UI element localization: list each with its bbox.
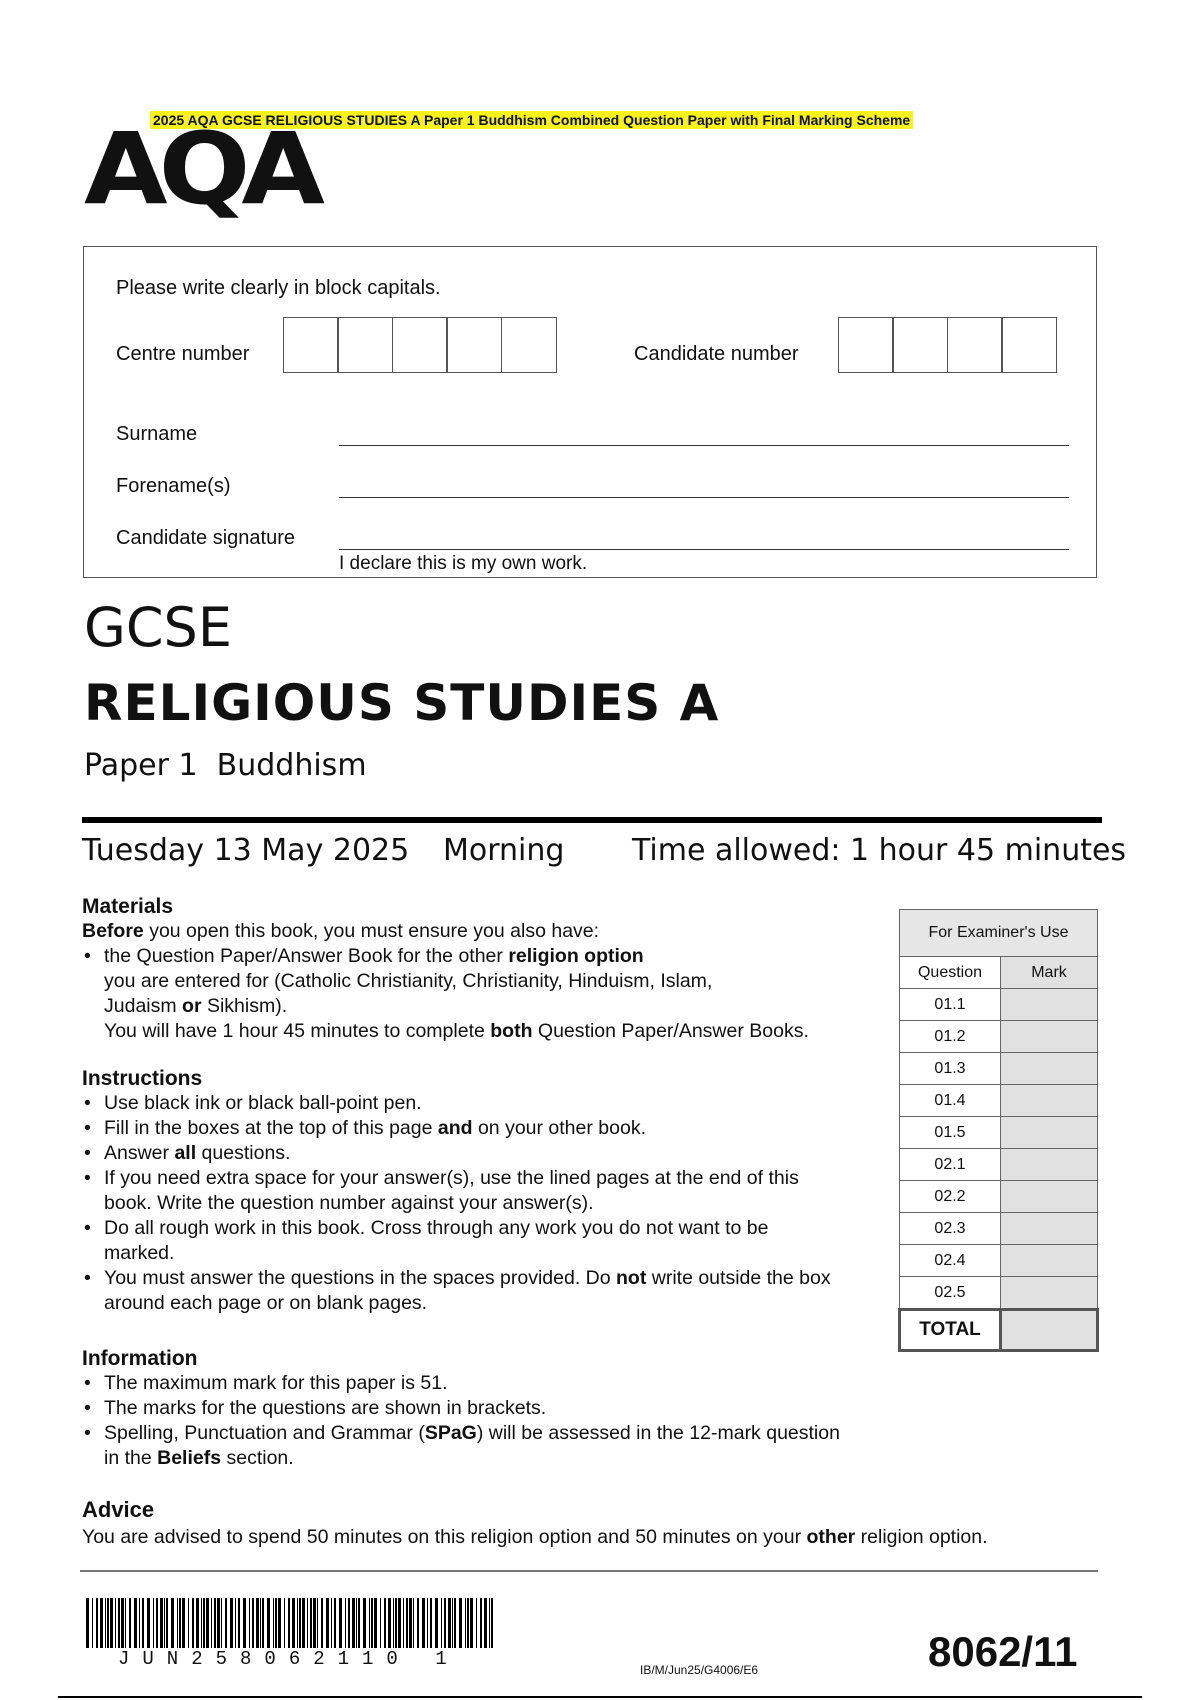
- barcode-bar: [480, 1598, 482, 1648]
- barcode-bar: [302, 1598, 305, 1648]
- information-bold: Beliefs: [157, 1447, 222, 1469]
- paper-code: 8062/11: [928, 1628, 1078, 1675]
- barcode-bar: [313, 1598, 316, 1648]
- barcode-bar: [256, 1598, 259, 1648]
- examiner-use-table: [898, 909, 1099, 1352]
- barcode-bar: [121, 1598, 124, 1648]
- examiner-row: [900, 1213, 1098, 1245]
- materials-intro: [82, 919, 882, 944]
- materials-intro-text: you open this book, you must ensure you also have:: [143, 920, 600, 942]
- mark-cell[interactable]: [1001, 989, 1098, 1021]
- qualification-level: GCSE: [84, 596, 232, 659]
- barcode-bar: [417, 1598, 419, 1648]
- barcode-bar: [110, 1598, 113, 1648]
- barcode-bar: [422, 1598, 425, 1648]
- candidate-digit-box[interactable]: [947, 317, 1003, 373]
- instruction-item: • If you need extra space for your answer(s), use the lined pages at the end of this book. Write the question number against your answer(s).: [82, 1166, 842, 1216]
- barcode-bar: [374, 1598, 377, 1648]
- barcode-bar: [100, 1598, 103, 1648]
- information-text: Spelling, Punctuation and Grammar (: [104, 1422, 425, 1444]
- instruction-item: [82, 1141, 842, 1166]
- barcode-bar: [406, 1598, 408, 1648]
- barcode-bar: [105, 1598, 106, 1648]
- barcode-bar: [288, 1598, 290, 1648]
- barcode-bar: [225, 1598, 227, 1648]
- barcode-bar: [238, 1598, 240, 1648]
- centre-digit-box[interactable]: [446, 317, 502, 373]
- barcode-bar: [448, 1598, 451, 1648]
- instruction-item: [82, 1266, 842, 1316]
- candidate-digit-box[interactable]: [1001, 317, 1057, 373]
- materials-bold: or: [182, 995, 202, 1017]
- barcode-bar: [278, 1598, 281, 1648]
- barcode-bar: [345, 1598, 346, 1648]
- barcode-bar: [491, 1598, 493, 1648]
- exam-date: Tuesday 13 May 2025: [82, 833, 410, 868]
- instruction-item: • Do all rough work in this book. Cross through any work you do not want to be marked.: [82, 1216, 842, 1266]
- question-number: 02.5: [900, 1277, 1001, 1310]
- question-number: 02.2: [900, 1181, 1001, 1213]
- information-heading: Information: [82, 1347, 198, 1370]
- question-number: 02.3: [900, 1213, 1001, 1245]
- advice-part: religion option.: [855, 1526, 988, 1548]
- barcode-bar: [484, 1598, 487, 1648]
- barcode-bar: [307, 1598, 308, 1648]
- barcode-bar: [275, 1598, 277, 1648]
- barcode-bar: [334, 1598, 336, 1648]
- centre-digit-box[interactable]: [283, 317, 339, 373]
- mark-column-header: Mark: [1001, 957, 1098, 989]
- barcode-bar: [211, 1598, 212, 1648]
- materials-text: you are entered for (Catholic Christianity, Christianity, Hinduism, Islam,: [104, 970, 713, 992]
- question-number: 01.3: [900, 1053, 1001, 1085]
- question-column-header: Question: [900, 957, 1001, 989]
- surname-label: Surname: [116, 423, 198, 445]
- barcode-bar: [427, 1598, 428, 1648]
- details-instruction: Please write clearly in block capitals.: [116, 277, 441, 299]
- barcode-bar: [217, 1598, 220, 1648]
- examiner-row: [900, 1117, 1098, 1149]
- mark-cell[interactable]: [1001, 1053, 1098, 1085]
- time-allowed: Time allowed: 1 hour 45 minutes: [632, 833, 1127, 868]
- examiner-row: [900, 1085, 1098, 1117]
- barcode-bar: [147, 1598, 150, 1648]
- examiner-row: [900, 1245, 1098, 1277]
- surname-line[interactable]: [339, 445, 1069, 446]
- page-bottom-line: [58, 1696, 1142, 1698]
- barcode-bar: [317, 1598, 318, 1648]
- barcode-bar: [153, 1598, 154, 1648]
- barcode-bar: [139, 1598, 140, 1648]
- information-text: section.: [221, 1447, 294, 1469]
- barcode-bar: [252, 1598, 254, 1648]
- barcode-bar: [292, 1598, 295, 1648]
- advice-bold: other: [806, 1526, 856, 1548]
- instruction-bold: not: [616, 1267, 647, 1289]
- barcode-bar: [125, 1598, 126, 1648]
- barcode-bar: [358, 1598, 360, 1648]
- barcode-bar: [331, 1598, 332, 1648]
- barcode-bar: [356, 1598, 357, 1648]
- forename-line[interactable]: [339, 497, 1069, 498]
- centre-digit-box[interactable]: [501, 317, 557, 373]
- barcode-bar: [156, 1598, 158, 1648]
- instruction-text: questions.: [196, 1142, 291, 1164]
- barcode-bar: [321, 1598, 323, 1648]
- instruction-bold: and: [437, 1117, 473, 1139]
- barcode-bar: [142, 1598, 144, 1648]
- instruction-text: write outside the box around each page or on blank pages.: [104, 1267, 831, 1314]
- barcode-bar: [297, 1598, 298, 1648]
- title-divider: [82, 817, 1102, 823]
- barcode-bar: [465, 1598, 466, 1648]
- materials-text: Question Paper/Answer Books.: [532, 1020, 809, 1042]
- barcode: [86, 1598, 498, 1648]
- barcode-bar: [284, 1598, 285, 1648]
- barcode-bar: [393, 1598, 394, 1648]
- declaration-text: I declare this is my own work.: [339, 553, 588, 574]
- barcode-bar: [430, 1598, 432, 1648]
- examiner-row: [900, 1053, 1098, 1085]
- information-bold: SPaG: [424, 1422, 477, 1444]
- barcode-bar: [489, 1598, 490, 1648]
- mark-cell[interactable]: [1001, 1181, 1098, 1213]
- mark-cell[interactable]: [1001, 1149, 1098, 1181]
- barcode-text: JUN258062110 1: [118, 1648, 460, 1670]
- examiner-row: [900, 1021, 1098, 1053]
- instruction-item: • Use black ink or black ball-point pen.: [82, 1091, 842, 1116]
- question-number: 01.4: [900, 1085, 1001, 1117]
- information-text: ) will be assessed in the 12-mark question in the: [104, 1422, 840, 1469]
- barcode-bar: [363, 1598, 366, 1648]
- candidate-number-boxes[interactable]: [839, 317, 1057, 373]
- barcode-bar: [201, 1598, 202, 1648]
- barcode-bar: [339, 1598, 342, 1648]
- aqa-logo: AQA: [84, 111, 316, 227]
- barcode-bar: [206, 1598, 209, 1648]
- materials-section: [82, 895, 882, 1044]
- total-row: [900, 1310, 1098, 1351]
- barcode-bar: [403, 1598, 404, 1648]
- materials-item: [82, 944, 882, 1044]
- instruction-bold: all: [174, 1142, 197, 1164]
- materials-text: Judaism: [104, 995, 183, 1017]
- instruction-text: Fill in the boxes at the top of this page: [104, 1117, 438, 1139]
- barcode-bar: [179, 1598, 181, 1648]
- instruction-text: You must answer the questions in the spaces provided. Do: [104, 1267, 616, 1289]
- barcode-bar: [352, 1598, 355, 1648]
- barcode-bar: [454, 1598, 456, 1648]
- materials-bold: both: [490, 1020, 533, 1042]
- question-number: 01.1: [900, 989, 1001, 1021]
- mark-cell[interactable]: [1001, 1085, 1098, 1117]
- information-item: • The maximum mark for this paper is 51.: [82, 1371, 842, 1396]
- barcode-bar: [134, 1598, 137, 1648]
- barcode-bar: [166, 1598, 168, 1648]
- barcode-bar: [115, 1598, 116, 1648]
- mark-cell[interactable]: [1001, 1245, 1098, 1277]
- barcode-bar: [96, 1598, 98, 1648]
- barcode-bar: [203, 1598, 205, 1648]
- barcode-bar: [164, 1598, 165, 1648]
- mark-cell[interactable]: [1001, 1213, 1098, 1245]
- materials-heading: Materials: [82, 895, 174, 918]
- barcode-bar: [107, 1598, 109, 1648]
- barcode-bar: [171, 1598, 174, 1648]
- barcode-bar: [177, 1598, 178, 1648]
- barcode-bar: [310, 1598, 312, 1648]
- mark-cell[interactable]: [1001, 1117, 1098, 1149]
- exam-session: Morning: [443, 833, 565, 868]
- barcode-bar: [192, 1598, 194, 1648]
- barcode-bar: [188, 1598, 189, 1648]
- instruction-text: Answer: [104, 1142, 175, 1164]
- materials-intro-bold: Before: [82, 920, 144, 942]
- barcode-bar: [299, 1598, 301, 1648]
- barcode-bar: [221, 1598, 222, 1648]
- examiner-row: [900, 989, 1098, 1021]
- barcode-bar: [92, 1598, 93, 1648]
- materials-text: You will have 1 hour 45 minutes to complete: [104, 1020, 491, 1042]
- centre-number-boxes[interactable]: [284, 317, 557, 373]
- barcode-bar: [441, 1598, 442, 1648]
- instructions-section: [82, 1067, 842, 1316]
- barcode-bar: [182, 1598, 185, 1648]
- signature-line[interactable]: [339, 549, 1069, 550]
- barcode-bar: [395, 1598, 397, 1648]
- candidate-digit-box[interactable]: [838, 317, 894, 373]
- advice-part: You are advised to spend 50 minutes on this religion option and 50 minutes on your: [82, 1526, 807, 1548]
- barcode-bar: [384, 1598, 386, 1648]
- barcode-bar: [129, 1598, 131, 1648]
- barcode-bar: [235, 1598, 236, 1648]
- barcode-bar: [435, 1598, 438, 1648]
- barcode-bar: [249, 1598, 250, 1648]
- barcode-bar: [273, 1598, 274, 1648]
- barcode-bar: [444, 1598, 446, 1648]
- barcode-bar: [262, 1598, 264, 1648]
- examiner-row: [900, 1149, 1098, 1181]
- mark-cell[interactable]: [1001, 1021, 1098, 1053]
- total-label: TOTAL: [900, 1310, 1001, 1351]
- barcode-bar: [118, 1598, 120, 1648]
- barcode-bar: [452, 1598, 453, 1648]
- barcode-bar: [243, 1598, 246, 1648]
- question-number: 01.2: [900, 1021, 1001, 1053]
- barcode-bar: [371, 1598, 373, 1648]
- advice-text: [82, 1525, 1102, 1550]
- information-section: [82, 1347, 842, 1471]
- advice-heading: Advice: [82, 1497, 155, 1522]
- information-item: [82, 1421, 842, 1471]
- forename-label: Forename(s): [116, 475, 231, 497]
- question-number: 02.1: [900, 1149, 1001, 1181]
- candidate-number-label: Candidate number: [634, 343, 799, 365]
- barcode-bar: [369, 1598, 370, 1648]
- subject-title: RELIGIOUS STUDIES A: [84, 674, 720, 732]
- barcode-bar: [413, 1598, 414, 1648]
- paper-title: Paper 1 Buddhism: [84, 748, 367, 783]
- barcode-bar: [214, 1598, 216, 1648]
- instructions-heading: Instructions: [82, 1067, 203, 1090]
- barcode-bar: [459, 1598, 462, 1648]
- examiner-table-title: For Examiner's Use: [900, 910, 1098, 957]
- barcode-bar: [380, 1598, 381, 1648]
- document-banner: 2025 AQA GCSE RELIGIOUS STUDIES A Paper 1 Buddhism Combined Question Paper with Final Marking Scheme: [150, 111, 913, 129]
- instruction-item: [82, 1116, 842, 1141]
- centre-number-label: Centre number: [116, 343, 250, 365]
- barcode-bar: [398, 1598, 401, 1648]
- question-number: 01.5: [900, 1117, 1001, 1149]
- barcode-bar: [409, 1598, 412, 1648]
- examiner-row: [900, 1181, 1098, 1213]
- candidate-digit-box[interactable]: [892, 317, 948, 373]
- materials-bold: religion option: [508, 945, 644, 967]
- instruction-text: on your other book.: [472, 1117, 646, 1139]
- candidate-details-box: [83, 246, 1097, 578]
- materials-text: the Question Paper/Answer Book for the other: [104, 945, 509, 967]
- advice-section: [82, 1497, 1102, 1550]
- materials-text: Sikhism).: [201, 995, 288, 1017]
- barcode-bar: [467, 1598, 469, 1648]
- barcode-bar: [476, 1598, 477, 1648]
- barcode-bar: [160, 1598, 163, 1648]
- barcode-bar: [470, 1598, 473, 1648]
- barcode-bar: [267, 1598, 270, 1648]
- signature-label: Candidate signature: [116, 527, 296, 549]
- barcode-bar: [326, 1598, 329, 1648]
- footer-divider: [80, 1570, 1098, 1572]
- question-number: 02.4: [900, 1245, 1001, 1277]
- barcode-bar: [86, 1598, 89, 1648]
- paper-reference: IB/M/Jun25/G4006/E6: [640, 1663, 759, 1677]
- mark-cell[interactable]: [1001, 1277, 1098, 1310]
- barcode-bar: [348, 1598, 350, 1648]
- total-mark-cell[interactable]: [1001, 1310, 1098, 1351]
- barcode-bar: [388, 1598, 391, 1648]
- information-item: • The marks for the questions are shown in brackets.: [82, 1396, 842, 1421]
- centre-digit-box[interactable]: [337, 317, 393, 373]
- barcode-bar: [196, 1598, 199, 1648]
- barcode-bar: [260, 1598, 261, 1648]
- barcode-bar: [230, 1598, 233, 1648]
- examiner-row: [900, 1277, 1098, 1310]
- centre-digit-box[interactable]: [392, 317, 448, 373]
